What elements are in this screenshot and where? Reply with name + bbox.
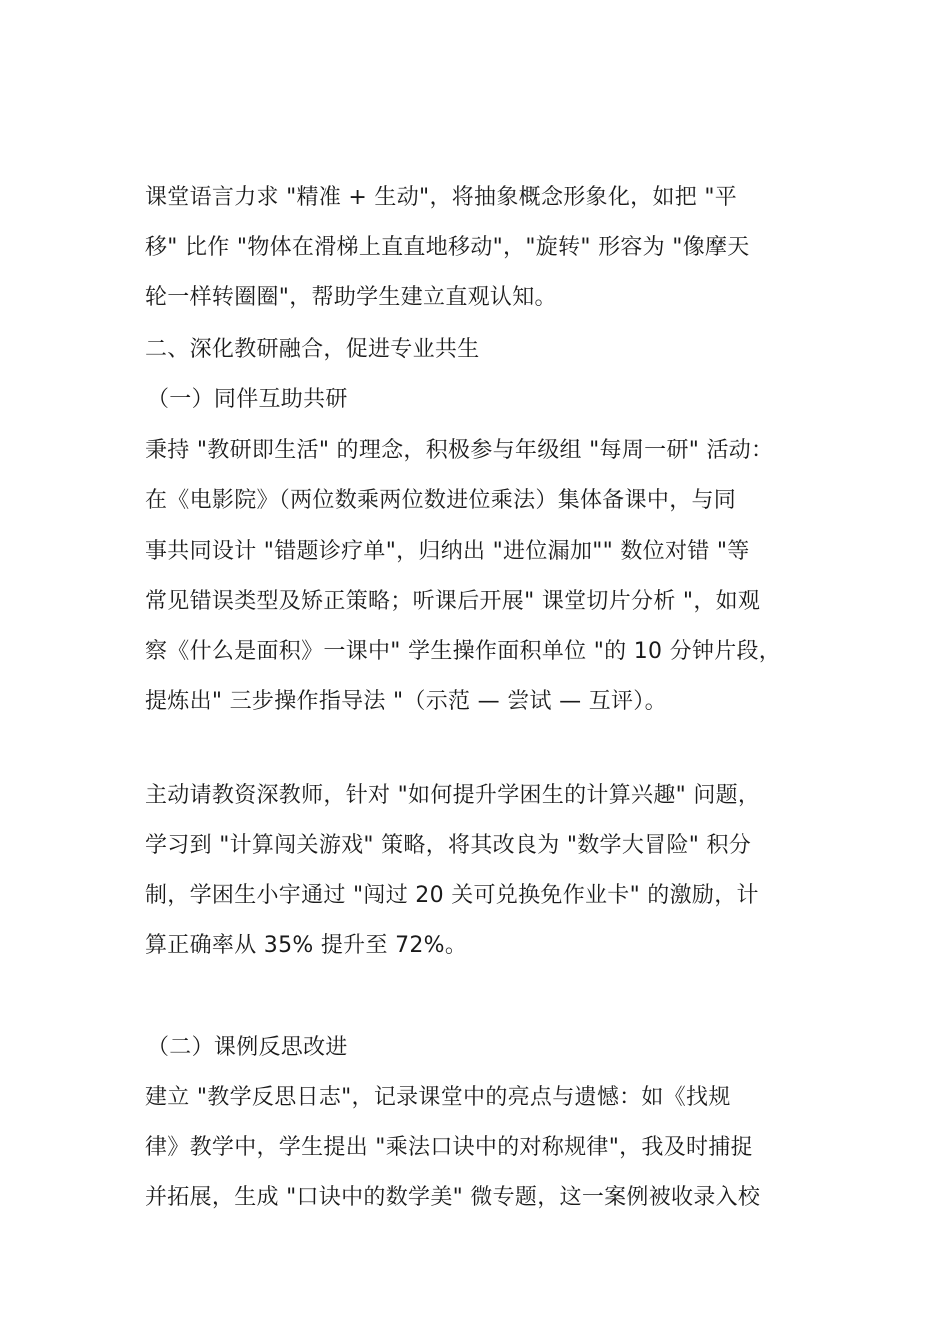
paragraph-line: 制，学困生小宇通过 "闯过 20 关可兑换免作业卡" 的激励，计: [145, 883, 759, 908]
paragraph-line: 并拓展，生成 "口诀中的数学美" 微专题，这一案例被收录入校: [145, 1185, 761, 1210]
paragraph-line: 律》教学中，学生提出 "乘法口诀中的对称规律"，我及时捕捉: [145, 1135, 753, 1160]
paragraph-line: 在《电影院》（两位数乘两位数进位乘法）集体备课中，与同: [145, 488, 737, 513]
paragraph-line: 移" 比作 "物体在滑梯上直直地移动"，"旋转" 形容为 "像摩天: [145, 235, 750, 260]
paragraph-line: 事共同设计 "错题诊疗单"，归纳出 "进位漏加"" 数位对错 "等: [145, 539, 750, 564]
paragraph-line: 察《什么是面积》一课中" 学生操作面积单位 "的 10 分钟片段，: [145, 639, 782, 664]
paragraph-line: 课堂语言力求 "精准 + 生动"，将抽象概念形象化，如把 "平: [145, 185, 738, 210]
subsection-heading: （二）课例反思改进: [147, 1035, 348, 1060]
paragraph-line: 主动请教资深教师，针对 "如何提升学困生的计算兴趣" 问题，: [145, 783, 761, 808]
paragraph-line: 算正确率从 35% 提升至 72%。: [145, 933, 468, 958]
paragraph-line: 提炼出" 三步操作指导法 "（示范 — 尝试 — 互评）。: [145, 689, 667, 714]
paragraph-line: 轮一样转圈圈"，帮助学生建立直观认知。: [145, 285, 557, 310]
paragraph-line: 学习到 "计算闯关游戏" 策略，将其改良为 "数学大冒险" 积分: [145, 833, 752, 858]
paragraph-line: 常见错误类型及矫正策略；听课后开展" 课堂切片分析 "，如观: [145, 589, 761, 614]
paragraph-line: 建立 "教学反思日志"，记录课堂中的亮点与遗憾：如《找规: [145, 1085, 731, 1110]
section-heading: 二、深化教研融合，促进专业共生: [145, 337, 480, 362]
paragraph-line: 秉持 "教研即生活" 的理念，积极参与年级组 "每周一研" 活动：: [145, 438, 774, 463]
subsection-heading: （一）同伴互助共研: [147, 387, 348, 412]
